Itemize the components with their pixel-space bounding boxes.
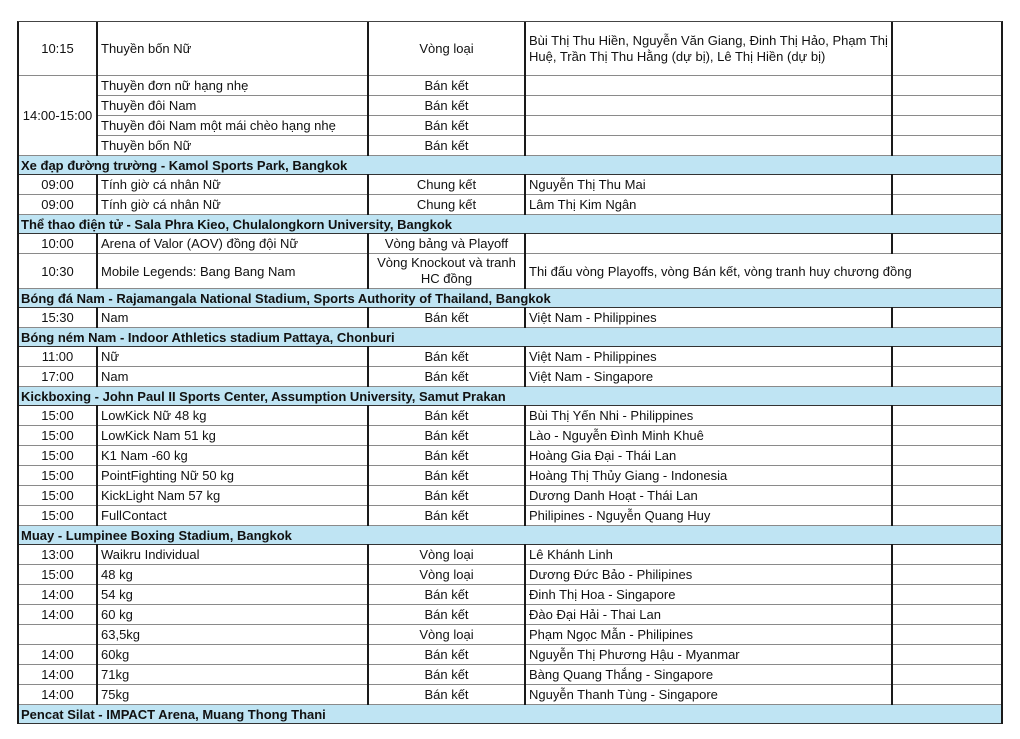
table-row [19, 136, 1001, 156]
table-row [19, 665, 1001, 685]
time-cell: 14:00-15:00 [19, 76, 97, 156]
time-cell: 15:00 [19, 565, 97, 585]
athletes-cell: Bùi Thị Yến Nhi - Philippines [525, 406, 892, 426]
event-cell: Nữ [97, 347, 368, 367]
event-cell: 60 kg [97, 605, 368, 625]
note-cell [892, 96, 1001, 116]
time-cell: 14:00 [19, 685, 97, 705]
athletes-cell: Lê Khánh Linh [525, 545, 892, 565]
table-row [19, 545, 1001, 565]
round-cell: Vòng bảng và Playoff [368, 234, 525, 254]
note-cell [892, 116, 1001, 136]
round-cell: Bán kết [368, 96, 525, 116]
note-cell [892, 234, 1001, 254]
time-cell: 10:00 [19, 234, 97, 254]
table-row [19, 645, 1001, 665]
athletes-cell: Đào Đại Hải - Thai Lan [525, 605, 892, 625]
note-cell [892, 665, 1001, 685]
note-cell [892, 486, 1001, 506]
time-cell: 15:00 [19, 486, 97, 506]
venue-title: Bóng đá Nam - Rajamangala National Stadium, Sports Authority of Thailand, Bangkok [19, 289, 1001, 308]
table-row [19, 22, 1001, 76]
round-cell: Bán kết [368, 466, 525, 486]
time-cell: 15:00 [19, 506, 97, 526]
athletes-cell: Nguyễn Thị Phương Hậu - Myanmar [525, 645, 892, 665]
event-cell: 71kg [97, 665, 368, 685]
venue-title: Thể thao điện tử - Sala Phra Kieo, Chulalongkorn University, Bangkok [19, 215, 1001, 234]
athletes-cell: Đinh Thị Hoa - Singapore [525, 585, 892, 605]
note-cell [892, 426, 1001, 446]
athletes-cell: Philipines - Nguyễn Quang Huy [525, 506, 892, 526]
round-cell: Bán kết [368, 685, 525, 705]
event-cell: 60kg [97, 645, 368, 665]
event-cell: LowKick Nam 51 kg [97, 426, 368, 446]
athletes-cell: Thi đấu vòng Playoffs, vòng Bán kết, vòng tranh huy chương đồng [525, 254, 1001, 289]
table-row [19, 446, 1001, 466]
round-cell: Vòng loại [368, 545, 525, 565]
note-cell [892, 585, 1001, 605]
event-cell: Arena of Valor (AOV) đồng đội Nữ [97, 234, 368, 254]
round-cell: Bán kết [368, 446, 525, 466]
event-cell: Thuyền đôi Nam [97, 96, 368, 116]
table-row [19, 625, 1001, 645]
athletes-cell: Bùi Thị Thu Hiền, Nguyễn Văn Giang, Đinh Thị Hảo, Phạm Thị Huệ, Trần Thị Thu Hằng (dự bị), Lê Thị Hiền (dự bị) [525, 22, 892, 76]
venue-title: Muay - Lumpinee Boxing Stadium, Bangkok [19, 526, 1001, 545]
note-cell [892, 175, 1001, 195]
venue-header-cycling [19, 156, 1001, 175]
time-cell: 14:00 [19, 645, 97, 665]
table-row [19, 426, 1001, 446]
table-row [19, 254, 1001, 289]
athletes-cell [525, 234, 892, 254]
venue-header-football [19, 289, 1001, 308]
round-cell: Bán kết [368, 605, 525, 625]
event-cell: Tính giờ cá nhân Nữ [97, 195, 368, 215]
time-cell: 13:00 [19, 545, 97, 565]
note-cell [892, 22, 1001, 76]
note-cell [892, 466, 1001, 486]
athletes-cell [525, 96, 892, 116]
round-cell: Bán kết [368, 665, 525, 685]
athletes-cell: Lâm Thị Kim Ngân [525, 195, 892, 215]
round-cell: Bán kết [368, 116, 525, 136]
event-cell: K1 Nam -60 kg [97, 446, 368, 466]
round-cell: Vòng loại [368, 22, 525, 76]
table-row [19, 308, 1001, 328]
time-cell: 11:00 [19, 347, 97, 367]
round-cell: Bán kết [368, 367, 525, 387]
event-cell: FullContact [97, 506, 368, 526]
venue-header-muay [19, 526, 1001, 545]
round-cell: Bán kết [368, 645, 525, 665]
athletes-cell: Bàng Quang Thắng - Singapore [525, 665, 892, 685]
event-cell: Mobile Legends: Bang Bang Nam [97, 254, 368, 289]
event-cell: PointFighting Nữ 50 kg [97, 466, 368, 486]
note-cell [892, 347, 1001, 367]
time-cell: 15:30 [19, 308, 97, 328]
time-cell: 10:15 [19, 22, 97, 76]
event-cell: 75kg [97, 685, 368, 705]
venue-header-kickboxing [19, 387, 1001, 406]
round-cell: Vòng loại [368, 625, 525, 645]
event-cell: Waikru Individual [97, 545, 368, 565]
table-row [19, 367, 1001, 387]
event-cell: 48 kg [97, 565, 368, 585]
round-cell: Vòng Knockout và tranh HC đồng [368, 254, 525, 289]
event-cell: Thuyền bốn Nữ [97, 22, 368, 76]
round-cell: Chung kết [368, 195, 525, 215]
table-row [19, 195, 1001, 215]
note-cell [892, 545, 1001, 565]
table-row [19, 506, 1001, 526]
table-row [19, 234, 1001, 254]
round-cell: Bán kết [368, 406, 525, 426]
venue-header-pencat-silat [19, 705, 1001, 724]
athletes-cell: Nguyễn Thị Thu Mai [525, 175, 892, 195]
round-cell: Bán kết [368, 585, 525, 605]
table-row [19, 466, 1001, 486]
table-row [19, 585, 1001, 605]
event-cell: Thuyền đôi Nam một mái chèo hạng nhẹ [97, 116, 368, 136]
time-cell [19, 625, 97, 645]
round-cell: Bán kết [368, 76, 525, 96]
athletes-cell: Dương Đức Bảo - Philipines [525, 565, 892, 585]
time-cell: 09:00 [19, 195, 97, 215]
round-cell: Bán kết [368, 136, 525, 156]
time-cell: 14:00 [19, 605, 97, 625]
table-row [19, 406, 1001, 426]
event-cell: 63,5kg [97, 625, 368, 645]
table-row [19, 96, 1001, 116]
time-cell: 14:00 [19, 665, 97, 685]
venue-title: Xe đạp đường trường - Kamol Sports Park, Bangkok [19, 156, 1001, 175]
athletes-cell: Hoàng Thị Thủy Giang - Indonesia [525, 466, 892, 486]
round-cell: Chung kết [368, 175, 525, 195]
note-cell [892, 308, 1001, 328]
note-cell [892, 565, 1001, 585]
event-cell: Tính giờ cá nhân Nữ [97, 175, 368, 195]
round-cell: Bán kết [368, 486, 525, 506]
note-cell [892, 195, 1001, 215]
note-cell [892, 625, 1001, 645]
event-cell: 54 kg [97, 585, 368, 605]
venue-header-handball [19, 328, 1001, 347]
note-cell [892, 367, 1001, 387]
athletes-cell: Lào - Nguyễn Đình Minh Khuê [525, 426, 892, 446]
venue-title: Bóng ném Nam - Indoor Athletics stadium Pattaya, Chonburi [19, 328, 1001, 347]
table-row [19, 685, 1001, 705]
venue-title: Kickboxing - John Paul II Sports Center, Assumption University, Samut Prakan [19, 387, 1001, 406]
event-cell: Nam [97, 367, 368, 387]
athletes-cell: Dương Danh Hoạt - Thái Lan [525, 486, 892, 506]
athletes-cell: Phạm Ngọc Mẫn - Philipines [525, 625, 892, 645]
table-row [19, 565, 1001, 585]
athletes-cell: Hoàng Gia Đại - Thái Lan [525, 446, 892, 466]
athletes-cell [525, 136, 892, 156]
event-cell: KickLight Nam 57 kg [97, 486, 368, 506]
table-row [19, 116, 1001, 136]
time-cell: 17:00 [19, 367, 97, 387]
time-cell: 15:00 [19, 466, 97, 486]
time-cell: 15:00 [19, 446, 97, 466]
event-cell: Nam [97, 308, 368, 328]
athletes-cell: Nguyễn Thanh Tùng - Singapore [525, 685, 892, 705]
note-cell [892, 446, 1001, 466]
table-row [19, 486, 1001, 506]
time-cell: 15:00 [19, 406, 97, 426]
event-cell: Thuyền bốn Nữ [97, 136, 368, 156]
note-cell [892, 506, 1001, 526]
table-row [19, 175, 1001, 195]
round-cell: Vòng loại [368, 565, 525, 585]
event-cell: Thuyền đơn nữ hạng nhẹ [97, 76, 368, 96]
note-cell [892, 685, 1001, 705]
athletes-cell: Việt Nam - Singapore [525, 367, 892, 387]
athletes-cell [525, 76, 892, 96]
round-cell: Bán kết [368, 426, 525, 446]
note-cell [892, 645, 1001, 665]
table-row [19, 605, 1001, 625]
round-cell: Bán kết [368, 308, 525, 328]
round-cell: Bán kết [368, 347, 525, 367]
athletes-cell: Việt Nam - Philippines [525, 308, 892, 328]
athletes-cell: Việt Nam - Philippines [525, 347, 892, 367]
time-cell: 10:30 [19, 254, 97, 289]
venue-title: Pencat Silat - IMPACT Arena, Muang Thong Thani [19, 705, 1001, 724]
athletes-cell [525, 116, 892, 136]
round-cell: Bán kết [368, 506, 525, 526]
time-cell: 15:00 [19, 426, 97, 446]
venue-header-esports [19, 215, 1001, 234]
time-cell: 14:00 [19, 585, 97, 605]
note-cell [892, 76, 1001, 96]
note-cell [892, 605, 1001, 625]
schedule-table [17, 21, 1003, 724]
table-row [19, 76, 1001, 96]
note-cell [892, 406, 1001, 426]
time-cell: 09:00 [19, 175, 97, 195]
event-cell: LowKick Nữ 48 kg [97, 406, 368, 426]
note-cell [892, 136, 1001, 156]
table-row [19, 347, 1001, 367]
